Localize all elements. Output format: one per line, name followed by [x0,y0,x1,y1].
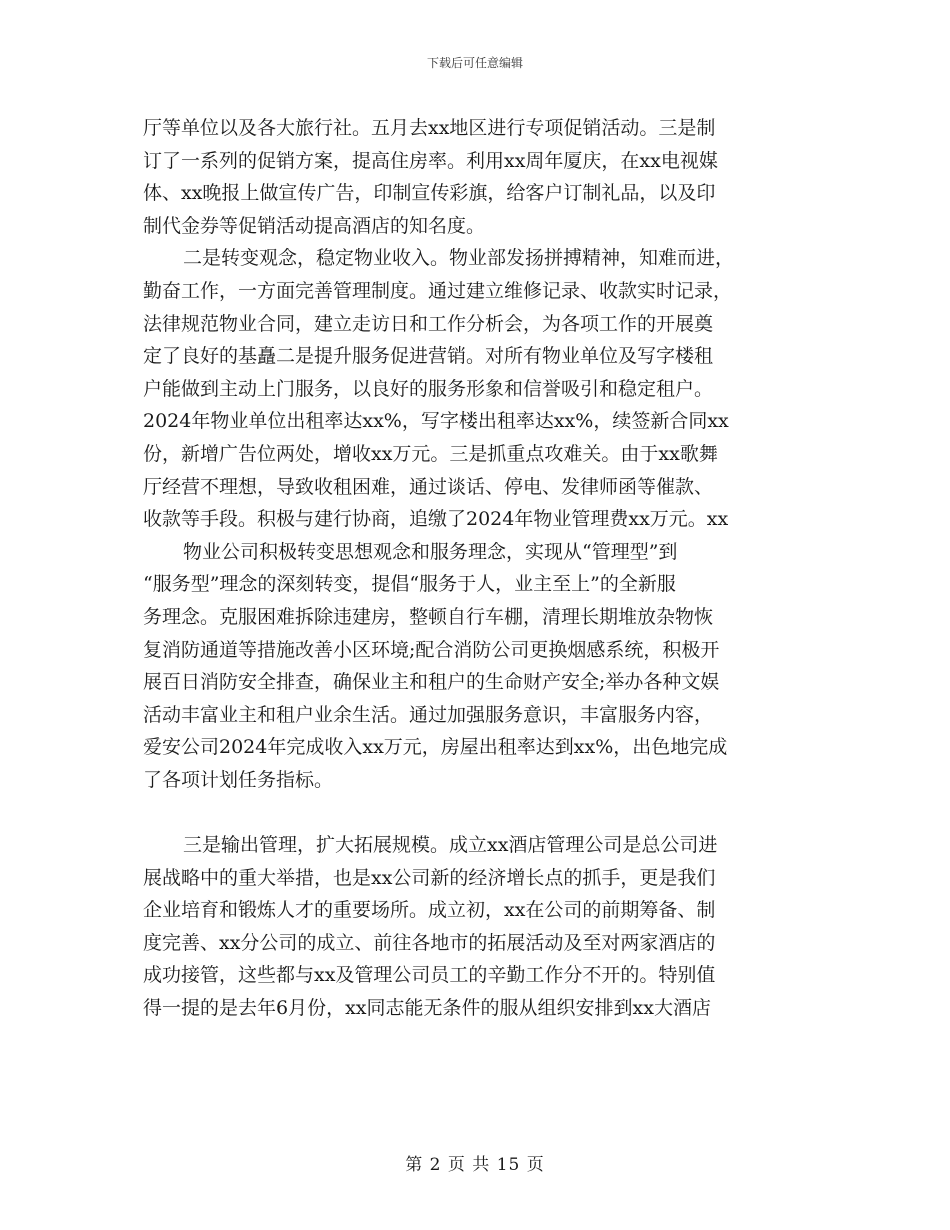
text-line: 复消防通道等措施改善小区环境;配合消防公司更换烟感系统，积极开 [143,638,720,661]
text-line: 三是输出管理，扩大拓展规模。成立xx酒店管理公司是总公司进 [183,834,718,857]
text-line: “服务型”理念的深刻转变，提倡“服务于人，业主至上”的全新服 [143,573,676,596]
text-line: 收款等手段。积极与建行协商，追缴了2024年物业管理费xx万元。xx [143,508,729,531]
text-line: 定了良好的基矗二是提升服务促进营销。对所有物业单位及写字楼租 [143,345,714,368]
text-line: 展百日消防安全排查，确保业主和租户的生命财产安全;举办各种文娱 [143,671,720,694]
text-line: 度完善、xx分公司的成立、前往各地市的拓展活动及至对两家酒店的 [143,931,716,954]
text-line: 得一提的是去年6月份，xx同志能无条件的服从组织安排到xx大酒店 [143,997,711,1020]
text-line: 了各项计划任务指标。 [143,768,334,791]
page-header: 下载后可任意编辑 [426,56,523,70]
text-line: 勤奋工作，一方面完善管理制度。通过建立维修记录、收款实时记录， [143,279,733,302]
text-line: 份，新增广告位两处，增收xx万元。三是抓重点攻难关。由于xx歌舞 [143,442,718,465]
text-line: 体、xx晚报上做宣传广告，印制宣传彩旗，给客户订制礼品，以及印 [143,182,716,205]
text-line: 订了一系列的促销方案，提高住房率。利用xx周年厦庆，在xx电视媒 [143,149,718,172]
text-line: 法律规范物业合同，建立走访日和工作分析会，为各项工作的开展奠 [143,312,714,335]
text-line: 户能做到主动上门服务，以良好的服务形象和信誉吸引和稳定租户。 [143,377,714,400]
text-line: 厅等单位以及各大旅行社。五月去xx地区进行专项促销活动。三是制 [143,117,716,139]
text-line: 物业公司积极转变思想观念和服务理念，实现从“管理型”到 [183,540,678,563]
text-line: 活动丰富业主和租户业余生活。通过加强服务意识，丰富服务内容， [143,703,714,726]
text-line: 二是转变观念，稳定物业收入。物业部发扬拼搏精神，知难而进， [183,247,735,270]
text-line: 制代金券等促销活动提高酒店的知名度。 [143,214,486,237]
page-number: 第 2 页 共 15 页 [405,1155,545,1175]
text-line: 展战略中的重大举措，也是xx公司新的经济增长点的抓手，更是我们 [143,866,716,889]
text-line: 企业培育和锻炼人才的重要场所。成立初，xx在公司的前期筹备、制 [143,899,716,922]
blank-line [143,796,811,829]
text-line: 2024年物业单位出租率达xx%，写字楼出租率达xx%，续签新合同xx [143,410,729,433]
text-line: 务理念。克服困难拆除违建房，整顿自行车棚，清理长期堆放杂物恢 [143,605,714,628]
document-body [143,112,811,1025]
text-line: 成功接管，这些都与xx及管理公司员工的辛勤工作分不开的。特别值 [143,964,716,987]
text-line: 爱安公司2024年完成收入xx万元，房屋出租率达到xx%，出色地完成 [143,736,728,759]
text-line: 厅经营不理想，导致收租困难，通过谈话、停电、发律师函等催款、 [143,475,714,498]
